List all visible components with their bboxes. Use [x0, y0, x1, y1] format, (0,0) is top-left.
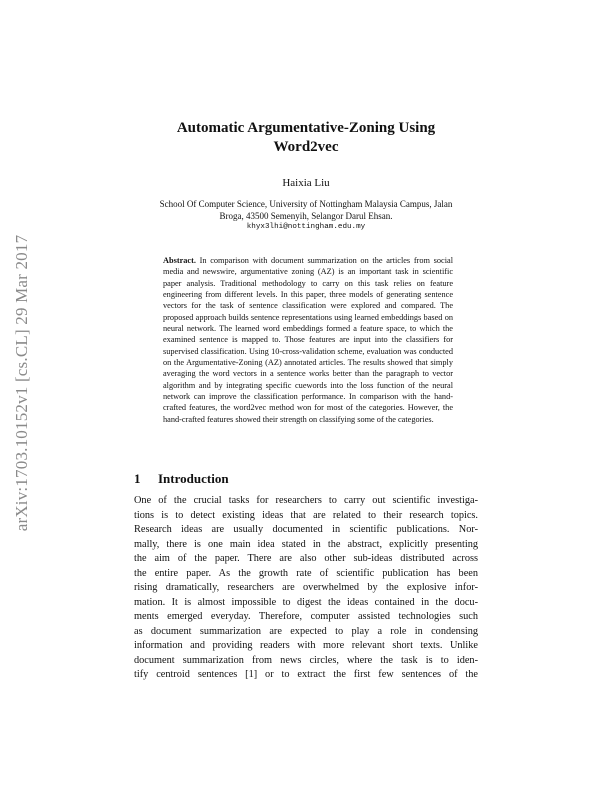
introduction-body: [134, 494, 478, 683]
arxiv-sidebar-stamp: [8, 188, 36, 578]
abstract: [163, 255, 453, 425]
body-line: rising dramatically, researchers are overwhelmed by the explosive infor-: [134, 582, 478, 593]
paper-title: [134, 119, 478, 157]
section-heading: [134, 471, 229, 487]
abstract-label: Abstract.: [163, 256, 196, 265]
body-line: document summarization from news circles, where the task is to iden-: [134, 654, 478, 666]
body-line: tify centroid sentences [1] or to extract the first few sentences of the: [134, 669, 478, 680]
body-line: mation. It is almost impossible to digest the ideas contained in the docu-: [134, 596, 478, 608]
body-line: the entire paper. As the growth rate of scientific publication has been: [134, 567, 478, 579]
body-line: as document summarization are expected to play a role in condensing: [134, 625, 478, 637]
section-title: Introduction: [158, 471, 229, 486]
title-line-2: Word2vec: [273, 139, 339, 155]
body-line: tions is to detect existing ideas that are related to their research topics.: [134, 509, 478, 521]
author-email: khyx3lhi@nottingham.edu.my: [246, 223, 366, 231]
body-line: ments emerged everyday. Therefore, computer assisted technologies such: [134, 611, 478, 622]
affiliation: [134, 198, 478, 222]
body-line: One of the crucial tasks for researchers to carry out scientific investiga-: [134, 495, 478, 506]
title-line-1: Automatic Argumentative-Zoning Using: [176, 120, 436, 136]
abstract-text: In comparison with document summarization on the articles from social media and newswire, argumentative zoning (AZ) is an important task in scientific paper analysis. Traditional methodology to carry on this task relies on feature engineering from different levels. In this paper, three models of generating sentence vectors for the task of sentence classification were explored and compared. The proposed approach builds sentence representations using learned embeddings based on neural network. The learned word embeddings formed a feature space, to which the examined sentence is mapped to. Those features are input into the classifiers for supervised classification. Using 10-cross-validation scheme, evaluation was conducted on the Argumentative-Zoning (AZ) annotated articles. The results showed that simply averaging the word vectors in a sentence works better than the paragraph to vector algorithm and by integrating specific cuewords into the loss function of the neural network can improve the classification performance. In comparison with the hand-crafted features, the word2vec method won for most of the categories. However, the hand-crafted features showed their strength on classifying some of the categories.: [163, 256, 454, 424]
body-line: information and providing readers with more relevant short texts. Unlike: [134, 640, 478, 651]
body-line: mally, there is one main idea stated in the abstract, explicitly presenting: [134, 538, 478, 550]
affiliation-line-2: Broga, 43500 Semenyih, Selangor Darul Ehsan.: [219, 211, 393, 221]
body-line: Research ideas are usually documented in scientific publications. Nor-: [134, 524, 478, 535]
body-line: the aim of the paper. There are also other sub-ideas distributed across: [134, 553, 478, 564]
author-name: Haixia Liu: [282, 177, 330, 189]
section-number: 1: [134, 471, 141, 486]
affiliation-line-1: School Of Computer Science, University of Nottingham Malaysia Campus, Jalan: [159, 199, 453, 209]
arxiv-id: arXiv:1703.10152v1 [cs.CL] 29 Mar 2017: [12, 234, 31, 532]
